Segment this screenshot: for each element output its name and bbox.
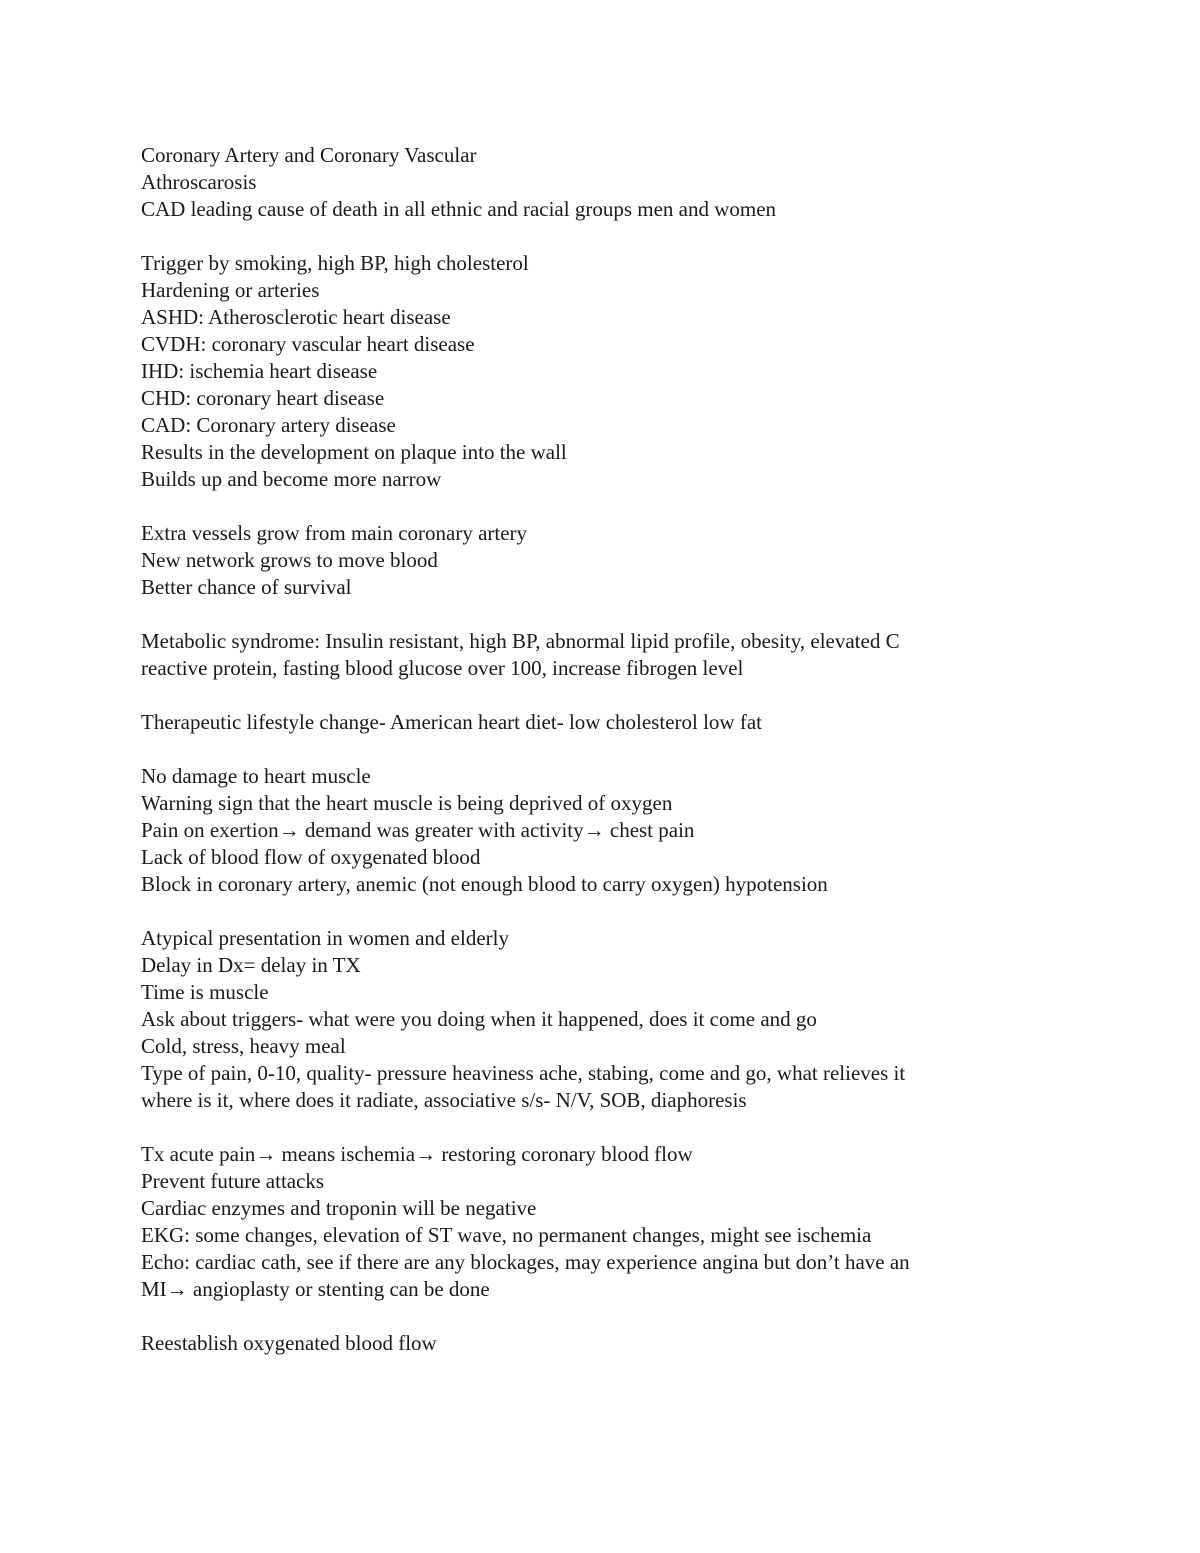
text-line: CHD: coronary heart disease (141, 386, 385, 410)
text-line: Prevent future attacks (141, 1169, 325, 1193)
paragraph-metabolic-syndrome (141, 628, 1041, 682)
text-line: CAD: Coronary artery disease (141, 413, 396, 437)
text-line: Cardiac enzymes and troponin will be negative (141, 1196, 537, 1220)
text-line: Tx acute pain→ means ischemia→ restoring coronary blood flow (141, 1142, 693, 1166)
text-line: Cold, stress, heavy meal (141, 1034, 346, 1058)
text-line: Pain on exertion→ demand was greater with activity→ chest pain (141, 818, 695, 842)
paragraph-lifestyle-change (141, 709, 1041, 736)
paragraph-reestablish-flow (141, 1330, 1041, 1357)
text-line: No damage to heart muscle (141, 764, 371, 788)
text-line: Coronary Artery and Coronary Vascular (141, 143, 477, 167)
text-line: New network grows to move blood (141, 548, 438, 572)
text-line: Time is muscle (141, 980, 269, 1004)
text-line: where is it, where does it radiate, associative s/s- N/V, SOB, diaphoresis (141, 1088, 747, 1112)
paragraph-assessment (141, 925, 1041, 1114)
text-line: Warning sign that the heart muscle is being deprived of oxygen (141, 791, 673, 815)
text-line: CVDH: coronary vascular heart disease (141, 332, 475, 356)
paragraph-treatment (141, 1141, 1041, 1303)
paragraph-angina-signs (141, 763, 1041, 898)
text-line: Lack of blood flow of oxygenated blood (141, 845, 481, 869)
text-line: Therapeutic lifestyle change- American heart diet- low cholesterol low fat (141, 710, 762, 734)
text-line: Atypical presentation in women and elderly (141, 926, 509, 950)
text-line: Block in coronary artery, anemic (not enough blood to carry oxygen) hypotension (141, 872, 828, 896)
text-line: MI→ angioplasty or stenting can be done (141, 1277, 490, 1301)
text-line: Athroscarosis (141, 170, 257, 194)
text-line: IHD: ischemia heart disease (141, 359, 378, 383)
text-line: Builds up and become more narrow (141, 467, 442, 491)
text-line: Trigger by smoking, high BP, high cholesterol (141, 251, 529, 275)
paragraph-triggers-terms (141, 250, 1041, 493)
text-line: Hardening or arteries (141, 278, 320, 302)
text-line: Results in the development on plaque into the wall (141, 440, 567, 464)
text-line: reactive protein, fasting blood glucose over 100, increase fibrogen level (141, 656, 744, 680)
document-body (141, 142, 1041, 1357)
text-line: Delay in Dx= delay in TX (141, 953, 361, 977)
text-line: Ask about triggers- what were you doing when it happened, does it come and go (141, 1007, 817, 1031)
text-line: Reestablish oxygenated blood flow (141, 1331, 437, 1355)
paragraph-coronary-intro (141, 142, 1041, 223)
text-line: Type of pain, 0-10, quality- pressure heaviness ache, stabing, come and go, what relieves it (141, 1061, 906, 1085)
paragraph-collateral-vessels (141, 520, 1041, 601)
text-line: EKG: some changes, elevation of ST wave, no permanent changes, might see ischemia (141, 1223, 872, 1247)
text-line: CAD leading cause of death in all ethnic and racial groups men and women (141, 197, 777, 221)
text-line: Better chance of survival (141, 575, 352, 599)
text-line: Echo: cardiac cath, see if there are any blockages, may experience angina but don’t have an (141, 1250, 910, 1274)
text-line: Extra vessels grow from main coronary artery (141, 521, 528, 545)
text-line: ASHD: Atherosclerotic heart disease (141, 305, 451, 329)
text-line: Metabolic syndrome: Insulin resistant, high BP, abnormal lipid profile, obesity, elevated C (141, 629, 900, 653)
